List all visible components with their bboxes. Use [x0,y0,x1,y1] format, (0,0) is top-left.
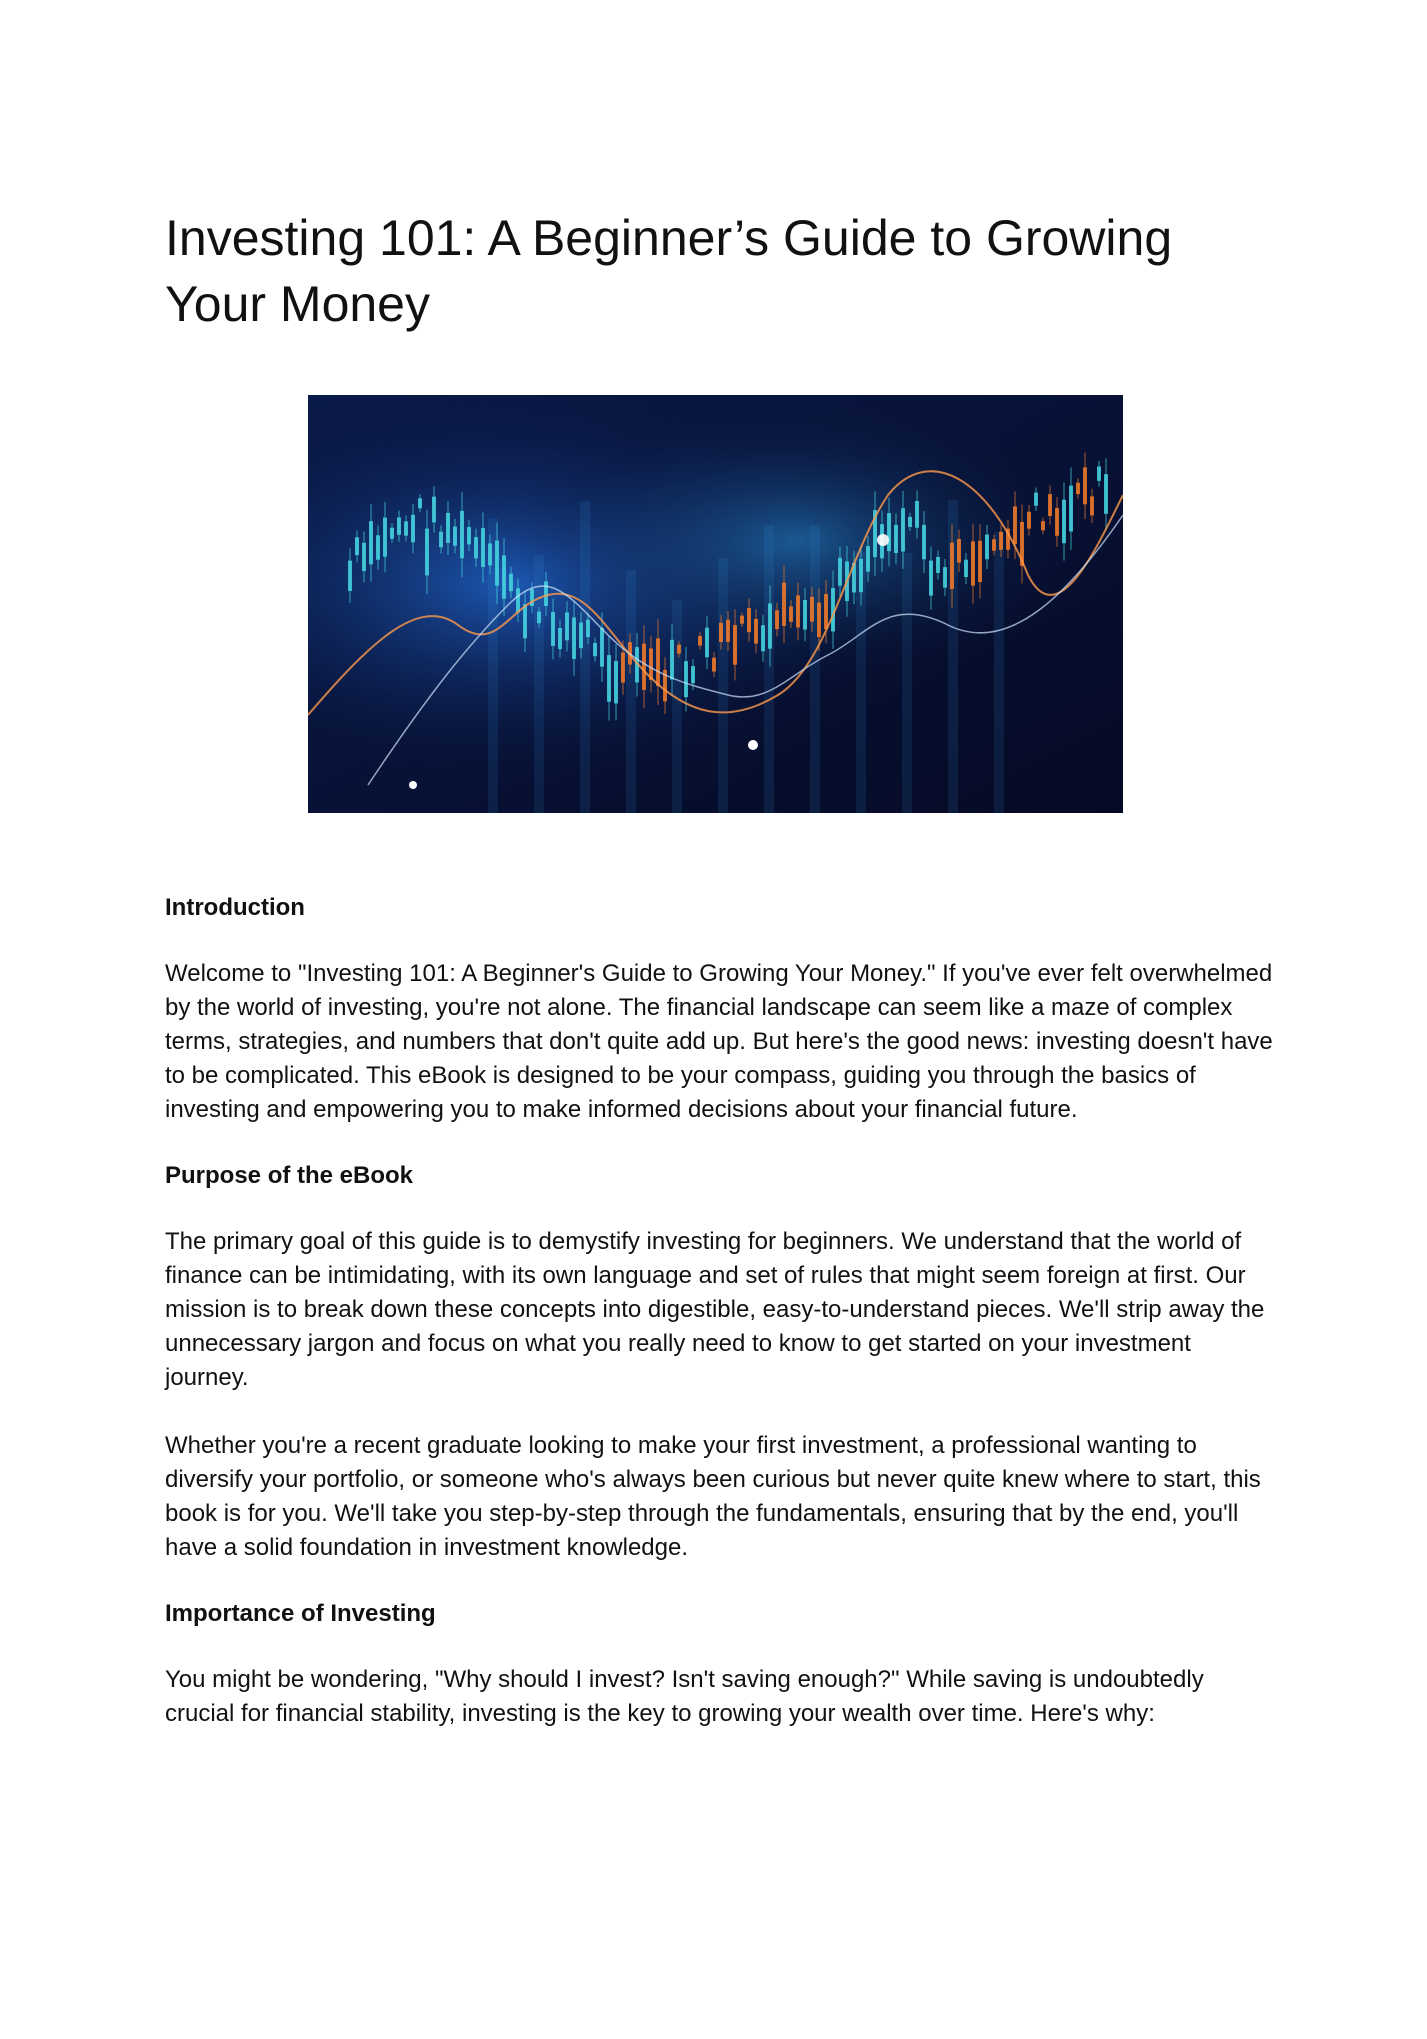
candle-body [404,521,408,535]
stock-chart-illustration [308,395,1123,813]
candle-body [747,608,751,632]
candle-body [775,610,779,629]
candle-body [432,497,436,523]
candle-body [558,628,562,649]
candle-body [439,532,443,548]
background-volume-bar [764,525,774,813]
candle-body [1062,500,1066,543]
candle-body [1013,506,1017,544]
candle-body [376,535,380,559]
purpose-paragraph-1: The primary goal of this guide is to demystify investing for beginners. We understand that the world of finance can be intimidating, with its own language and set of rules that might seem foreign at first. Our mission is to break down these concepts into digestible, easy-to-understand pieces. We'll strip away the unnecessary jargon and focus on what you really need to know to get started on your investment journey. [165,1228,1265,1391]
candle-body [803,600,807,630]
candle-body [502,555,506,598]
candle-body [362,543,366,571]
candle-body [915,501,919,528]
background-volume-bar [534,555,544,813]
candle-body [614,661,618,703]
candle-body [460,511,464,558]
highlight-dot [409,781,417,789]
candle-body [565,612,569,640]
candle-body [817,603,821,637]
candle-body [698,636,702,645]
document-title: Investing 101: A Beginner’s Guide to Growing Your Money [165,210,1173,332]
candle-body [866,546,870,572]
candle-body [551,612,555,646]
candle-body [684,661,688,697]
candle-body [446,513,450,543]
candle-body [901,508,905,551]
background-volume-bar [810,525,820,813]
candle-body [859,559,863,592]
background-volume-bar [718,558,728,813]
candle-body [1076,483,1080,494]
candle-body [894,525,898,553]
candle-body [950,543,954,589]
hero-image [308,395,1123,813]
candle-body [544,581,548,605]
importance-paragraph: You might be wondering, "Why should I invest? Isn't saving enough?" While saving is undoubtedly crucial for financial stability, investing is the key to growing your wealth over time. Here's why: [165,1666,1204,1727]
candle-body [607,655,611,702]
candle-body [467,527,471,544]
candle-body [1055,508,1059,536]
background-volume-bar [902,553,912,813]
background-volume-bar [672,600,682,813]
purpose-paragraph-2: Whether you're a recent graduate looking to make your first investment, a professional wanting to diversify your portfolio, or someone who's always been curious but never quite knew where to start, this book is for you. We'll take you step-by-step through the fundamentals, ensuring that by the end, you'll have a solid foundation in investment knowledge. [165,1432,1261,1561]
candle-body [712,658,716,672]
candle-body [488,543,492,565]
candle-body [516,588,520,612]
candle-body [789,606,793,621]
candle-body [621,652,625,682]
candle-body [537,612,541,624]
candle-body [1069,486,1073,532]
candle-body [495,541,499,586]
candle-body [453,526,457,545]
candle-body [1048,494,1052,516]
candle-body [1097,466,1101,480]
candle-body [572,617,576,659]
candle-body [887,513,891,551]
candle-body [481,528,485,567]
candle-body [740,616,744,624]
candle-body [992,539,996,550]
candle-body [1027,512,1031,529]
candle-body [957,539,961,563]
candle-body [523,604,527,638]
candle-body [1090,496,1094,515]
candle-body [1083,467,1087,504]
background-volume-bar [994,532,1004,813]
highlight-dot [877,534,889,546]
candle-body [418,498,422,508]
candle-body [425,529,429,576]
candle-body [1104,474,1108,514]
candle-body [670,640,674,680]
candle-body [593,643,597,656]
candle-body [999,532,1003,550]
candle-body [922,525,926,559]
candle-body [936,557,940,573]
candle-body [796,595,800,627]
candle-body [1041,521,1045,530]
candle-body [754,619,758,644]
candle-body [411,515,415,542]
introduction-paragraph: Welcome to "Investing 101: A Beginner's Guide to Growing Your Money." If you've ever felt overwhelmed by the world of investing, you're not alone. The financial landscape can seem like a maze of complex terms, strategies, and numbers that don't quite add up. But here's the good news: investing doesn't have to be complicated. This eBook is designed to be your compass, guiding you through the basics of investing and empowering you to make informed decisions about your financial future. [165,960,1273,1123]
candle-body [733,625,737,665]
candle-body [726,620,730,642]
candle-body [579,623,583,649]
candle-body [642,644,646,690]
section-heading-importance: Importance of Investing [165,1600,436,1627]
candle-body [719,623,723,642]
candle-body [782,583,786,626]
candle-body [810,597,814,622]
section-heading-introduction: Introduction [165,894,305,921]
candle-body [397,517,401,534]
candle-body [971,541,975,585]
candle-body [964,560,968,577]
candle-body [677,645,681,654]
document-body [165,893,1275,1765]
candle-body [390,528,394,539]
candle-body [929,561,933,596]
candle-body [509,574,513,591]
candle-body [1034,493,1038,506]
highlight-dot [748,740,758,750]
candle-body [474,537,478,558]
background-volume-bar [626,570,636,813]
candle-body [383,518,387,557]
section-heading-purpose: Purpose of the eBook [165,1162,414,1189]
candle-body [943,567,947,588]
candle-body [761,625,765,651]
candle-body [691,666,695,683]
candle-body [600,628,604,667]
candle-body [978,541,982,582]
candle-body [355,537,359,555]
candle-body [838,558,842,586]
candle-body [656,638,660,686]
candle-body [348,561,352,591]
candle-body [369,521,373,564]
candle-body [908,517,912,527]
candle-body [985,535,989,560]
candle-body [768,603,772,648]
candle-body [705,628,709,657]
candle-body [824,594,828,629]
candle-body [586,620,590,637]
